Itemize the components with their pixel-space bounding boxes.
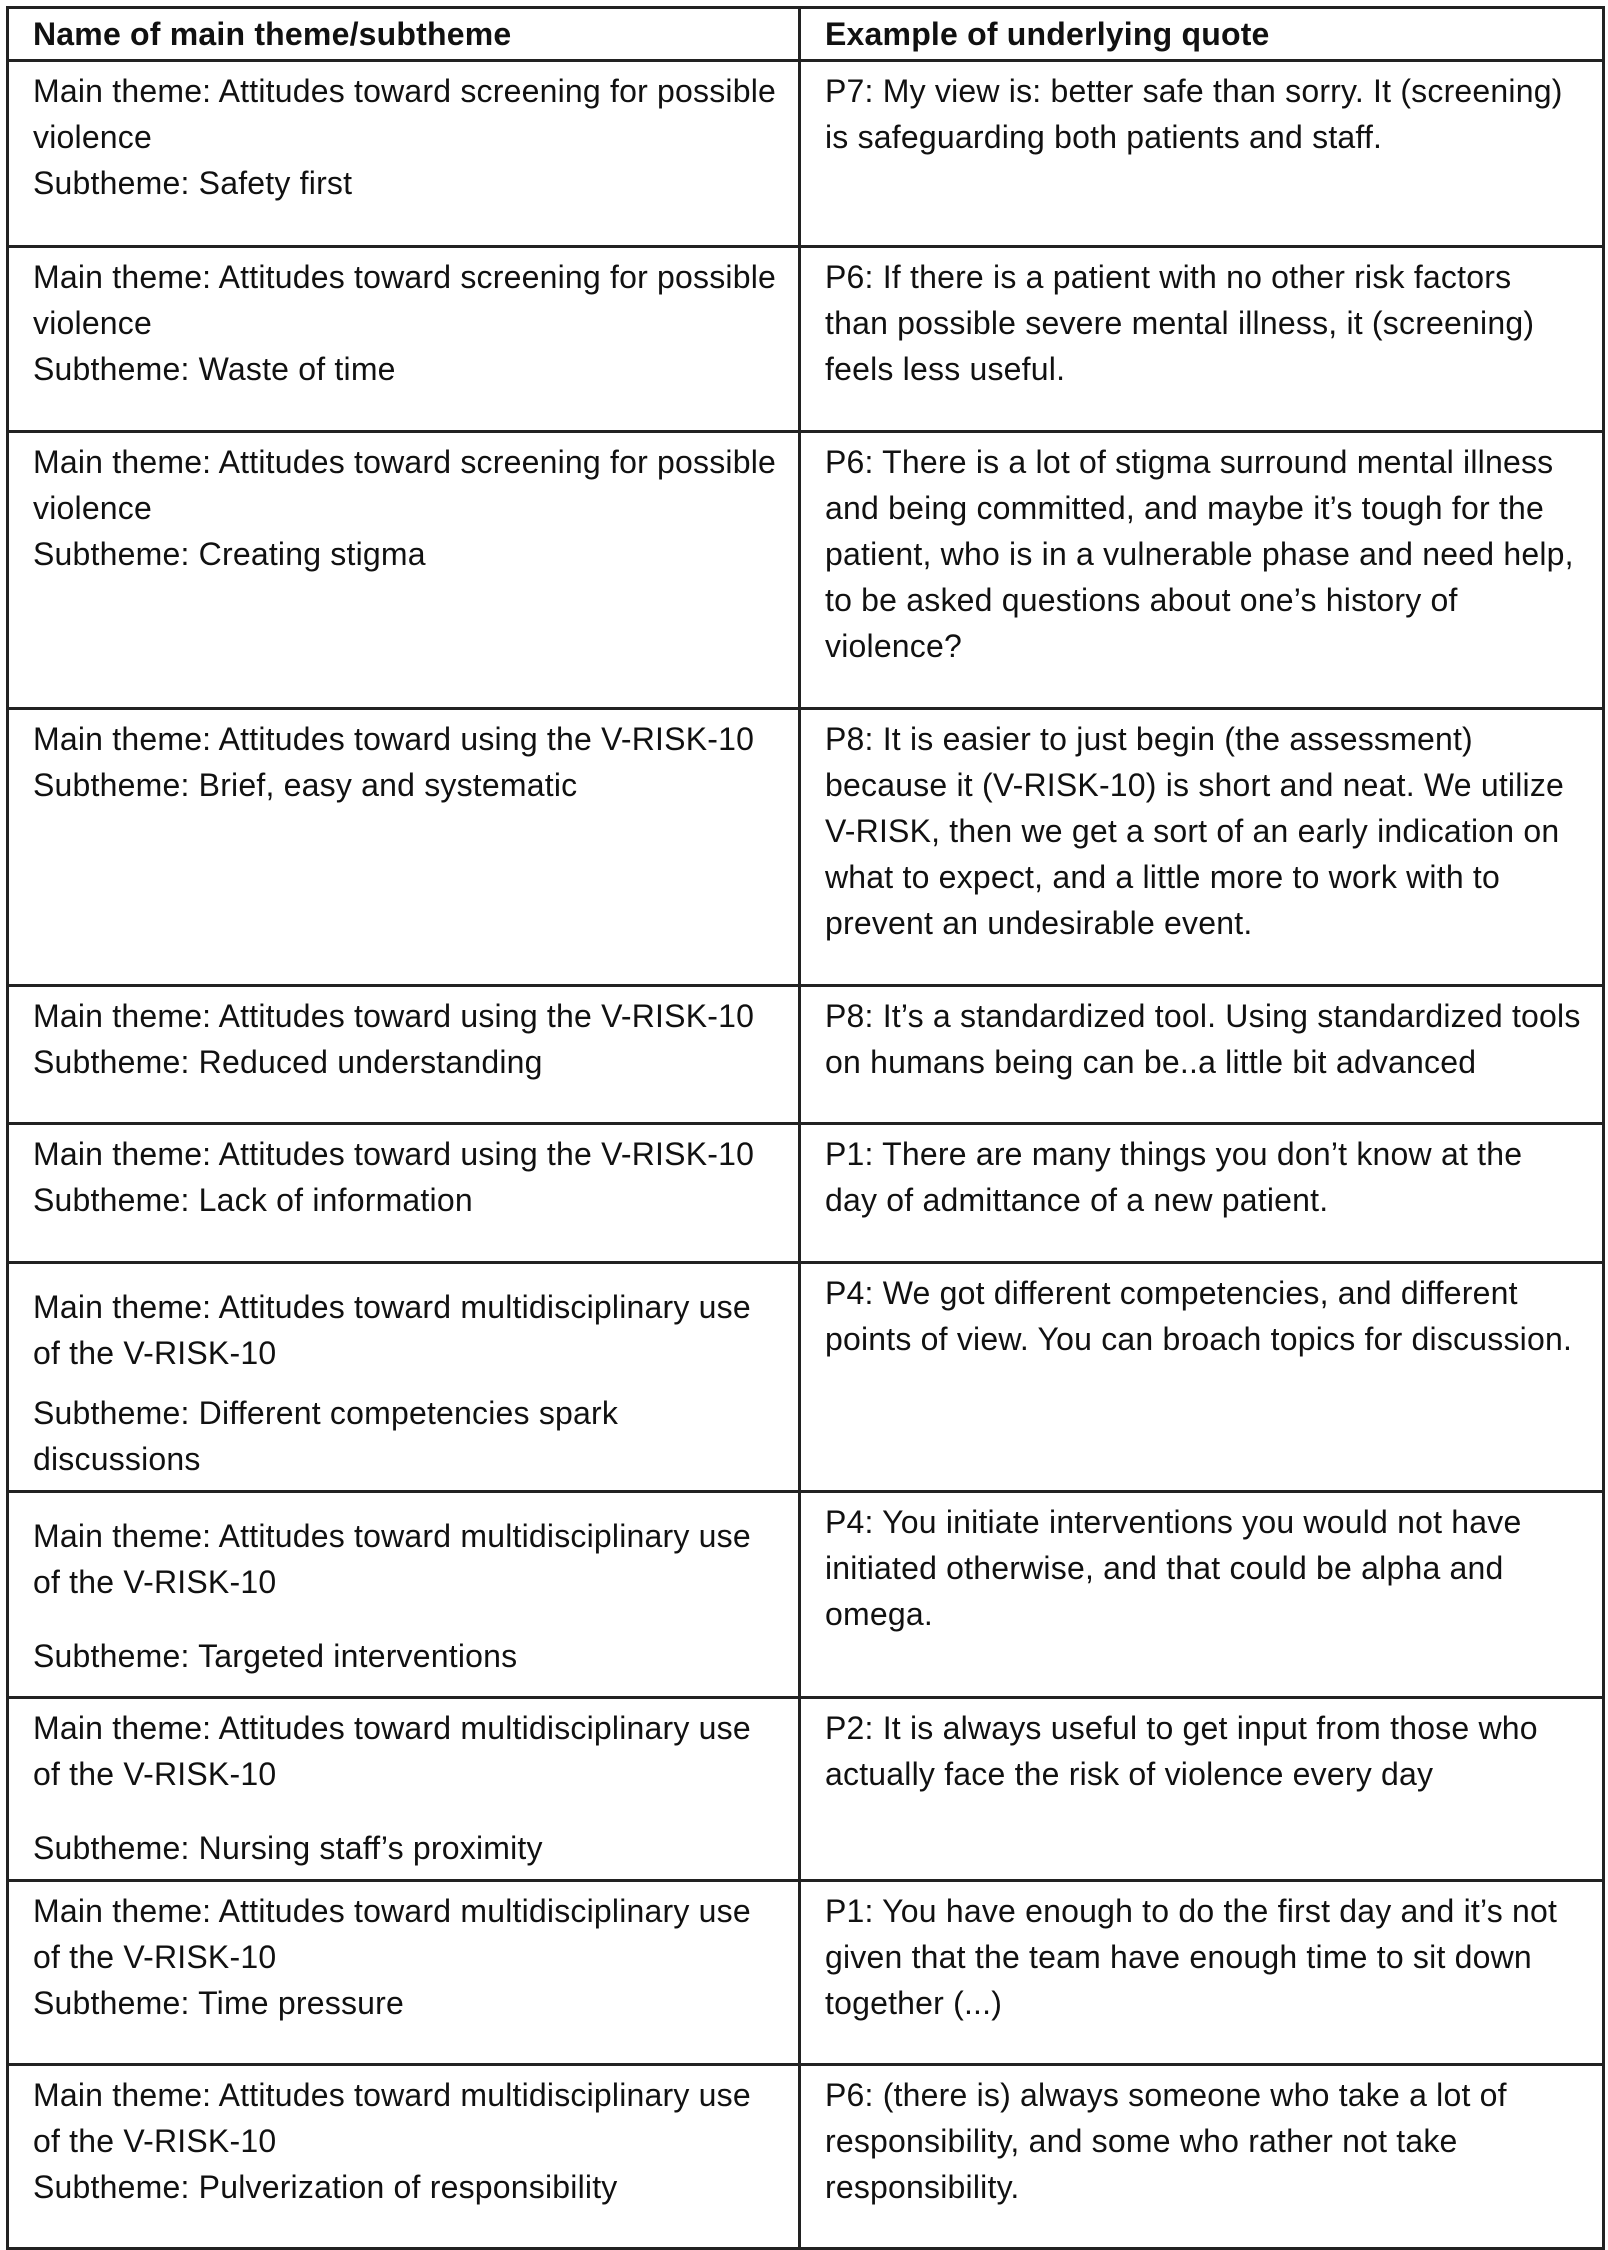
table-row xyxy=(8,986,1604,1124)
table-row xyxy=(8,1881,1604,2065)
quote-cell: P6: There is a lot of stigma surround mental illness and being committed, and maybe it’s tough for the patient, who is in a vulnerable phase and need help, to be asked questions about one’s history of violence? xyxy=(800,432,1604,709)
table-row xyxy=(8,432,1604,709)
quote-cell: P7: My view is: better safe than sorry. It (screening) is safeguarding both patients and staff. xyxy=(800,61,1604,247)
quote-cell: P1: You have enough to do the first day and it’s not given that the team have enough time to sit down together (...) xyxy=(800,1881,1604,2065)
subtheme: Subtheme: Brief, easy and systematic xyxy=(33,767,578,803)
theme-cell xyxy=(8,1698,800,1881)
subtheme: Subtheme: Lack of information xyxy=(33,1182,473,1218)
main-theme: Main theme: Attitudes toward multidisciplinary use of the V-RISK-10 xyxy=(33,1893,751,1975)
main-theme: Main theme: Attitudes toward screening for possible violence xyxy=(33,444,777,526)
table-row xyxy=(8,247,1604,432)
themes-table xyxy=(6,6,1605,2250)
quote-cell: P8: It’s a standardized tool. Using standardized tools on humans being can be..a little bit advanced xyxy=(800,986,1604,1124)
main-theme: Main theme: Attitudes toward using the V-RISK-10 xyxy=(33,721,755,757)
table-row xyxy=(8,1124,1604,1263)
subtheme: Subtheme: Pulverization of responsibility xyxy=(33,2169,618,2205)
subtheme: Subtheme: Nursing staff’s proximity xyxy=(33,1830,543,1866)
quote-cell: P4: We got different competencies, and different points of view. You can broach topics for discussion. xyxy=(800,1263,1604,1492)
theme-cell xyxy=(8,1492,800,1698)
subtheme: Subtheme: Creating stigma xyxy=(33,536,426,572)
main-theme: Main theme: Attitudes toward multidisciplinary use of the V-RISK-10 xyxy=(33,1289,751,1371)
quote-cell: P6: If there is a patient with no other risk factors than possible severe mental illness, it (screening) feels less useful. xyxy=(800,247,1604,432)
quote-cell: P1: There are many things you don’t know at the day of admittance of a new patient. xyxy=(800,1124,1604,1263)
header-row xyxy=(8,8,1604,61)
theme-cell xyxy=(8,986,800,1124)
quote-cell: P8: It is easier to just begin (the assessment) because it (V-RISK-10) is short and neat. We utilize V-RISK, then we get a sort of an early indication on what to expect, and a little more to work with to prevent an undesirable event. xyxy=(800,709,1604,986)
main-theme: Main theme: Attitudes toward multidisciplinary use of the V-RISK-10 xyxy=(33,2077,751,2159)
theme-cell xyxy=(8,709,800,986)
subtheme: Subtheme: Different competencies spark discussions xyxy=(33,1395,619,1477)
theme-cell xyxy=(8,1881,800,2065)
main-theme: Main theme: Attitudes toward using the V-RISK-10 xyxy=(33,998,755,1034)
table-row xyxy=(8,1492,1604,1698)
subtheme: Subtheme: Safety first xyxy=(33,165,353,201)
main-theme: Main theme: Attitudes toward multidisciplinary use of the V-RISK-10 xyxy=(33,1710,751,1792)
subtheme: Subtheme: Reduced understanding xyxy=(33,1044,543,1080)
main-theme: Main theme: Attitudes toward multidisciplinary use of the V-RISK-10 xyxy=(33,1518,751,1600)
subtheme: Subtheme: Waste of time xyxy=(33,351,396,387)
main-theme: Main theme: Attitudes toward screening for possible violence xyxy=(33,259,777,341)
table-row xyxy=(8,709,1604,986)
table-row xyxy=(8,1263,1604,1492)
theme-cell xyxy=(8,2065,800,2249)
main-theme: Main theme: Attitudes toward screening for possible violence xyxy=(33,73,777,155)
main-theme: Main theme: Attitudes toward using the V-RISK-10 xyxy=(33,1136,755,1172)
theme-cell xyxy=(8,432,800,709)
table-row xyxy=(8,2065,1604,2249)
theme-cell xyxy=(8,247,800,432)
theme-cell xyxy=(8,1124,800,1263)
quote-cell: P4: You initiate interventions you would not have initiated otherwise, and that could be alpha and omega. xyxy=(800,1492,1604,1698)
theme-cell xyxy=(8,61,800,247)
table-row xyxy=(8,61,1604,247)
quote-cell: P2: It is always useful to get input from those who actually face the risk of violence every day xyxy=(800,1698,1604,1881)
quote-cell: P6: (there is) always someone who take a lot of responsibility, and some who rather not take responsibility. xyxy=(800,2065,1604,2249)
column-header-theme: Name of main theme/subtheme xyxy=(8,8,800,61)
column-header-quote: Example of underlying quote xyxy=(800,8,1604,61)
theme-cell xyxy=(8,1263,800,1492)
subtheme: Subtheme: Targeted interventions xyxy=(33,1638,518,1674)
table-row xyxy=(8,1698,1604,1881)
subtheme: Subtheme: Time pressure xyxy=(33,1985,404,2021)
